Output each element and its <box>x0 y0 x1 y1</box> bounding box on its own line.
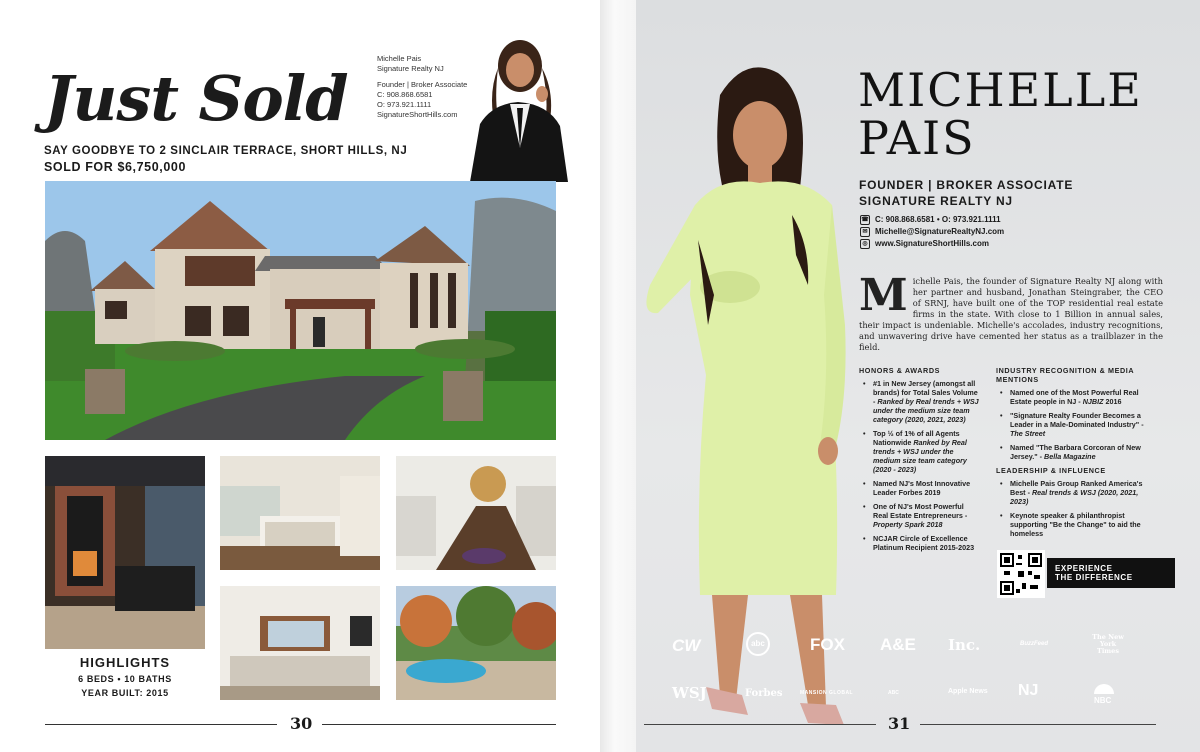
honors-column <box>859 366 979 557</box>
list-item: • Keynote speaker & philanthropist supporting "Be the Change" to aid the homeless <box>996 511 1154 538</box>
list-item: • NCJAR Circle of Excellence Platinum Recipient 2015-2023 <box>859 534 979 552</box>
forbes-logo: Forbes <box>745 688 783 699</box>
contact-lines <box>860 214 1004 250</box>
name-line-1: MICHELLE <box>858 63 1143 117</box>
nbc-text: NBC <box>1094 696 1112 705</box>
page-rule-right-2 <box>920 724 1156 725</box>
nyt-logo: The New York Times <box>1092 633 1124 655</box>
list-item: • Named NJ's Most Innovative Leader Forbes 2019 <box>859 479 979 497</box>
agent-contact-card <box>377 54 467 120</box>
honors-heading: HONORS & AWARDS <box>859 366 941 375</box>
agent-name-heading <box>858 63 1143 165</box>
page-rule-right <box>322 724 556 725</box>
phone-icon: ☎ <box>861 217 869 223</box>
cta-line-1: EXPERIENCE <box>1055 564 1113 573</box>
sold-price: SOLD FOR $6,750,000 <box>44 160 187 174</box>
highlights-title: HIGHLIGHTS <box>79 655 171 670</box>
qr-code[interactable] <box>997 550 1045 598</box>
cta-line-2: THE DIFFERENCE <box>1055 573 1133 582</box>
wsj-logo: WSJ <box>672 684 707 702</box>
agent-website: SignatureShortHills.com <box>377 110 458 119</box>
email-address: Michelle@SignatureRealtyNJ.com <box>875 227 1005 236</box>
fox-logo: FOX <box>810 635 845 654</box>
interior-photo-living <box>45 456 205 649</box>
property-address: SAY GOODBYE TO 2 SINCLAIR TERRACE, SHORT HILLS, NJ <box>44 145 408 157</box>
page-number-left: 30 <box>290 714 313 733</box>
industry-heading: INDUSTRY RECOGNITION & MEDIA MENTIONS <box>996 366 1134 384</box>
experience-banner[interactable] <box>1047 558 1175 588</box>
mansion-global-logo: MANSION GLOBAL <box>800 690 854 696</box>
inc-logo: Inc. <box>948 636 981 654</box>
interior-photo-family-room <box>220 586 380 700</box>
small-abc-logo: ABC <box>888 690 899 696</box>
apple-news-logo: Apple News <box>948 688 988 695</box>
peacock-icon <box>1094 684 1114 694</box>
nbc-logo <box>1094 684 1114 705</box>
agent-company: Signature Realty NJ <box>377 64 444 73</box>
list-item: • "Signature Realty Founder Becomes a Leader in a Male-Dominated Industry" - The Street <box>996 411 1154 438</box>
agent-role: Founder | Broker Associate <box>377 80 468 89</box>
beds-baths: 6 BEDS • 10 BATHS <box>78 674 172 684</box>
list-item: • #1 in New Jersey (amongst all brands) for Total Sales Volume - Ranked by Real trends + WSJ under the medium size team category (2020, 2021, 2023) <box>859 379 979 424</box>
name-line-2: PAIS <box>858 111 976 165</box>
role-line-1: FOUNDER | BROKER ASSOCIATE <box>859 178 1074 192</box>
bio-text: ichelle Pais, the founder of Signature Realty NJ along with her partner and husband, Jonathan Steingraber, the CEO of SRNJ, have built one of the TOP residential real estate firms in the state. With close to 1 Billion in annual sales, their impact is undeniable. Michelle's accolades, industry recognitions, and unwavering drive have cemented her status as a trailblazer in the field. <box>859 276 1163 352</box>
interior-photo-kitchen <box>220 456 380 570</box>
email-icon: ✉ <box>860 227 870 237</box>
agent-cell: C: 908.868.6581 <box>377 90 433 99</box>
list-item: • Top ½ of 1% of all Agents Nationwide Ranked by Real trends + WSJ under the medium size team category (2020 - 2023) <box>859 429 979 474</box>
phone-numbers: C: 908.868.6581 • O: 973.921.1111 <box>875 215 1001 224</box>
page-rule-left <box>45 724 277 725</box>
list-item: • Named one of the Most Powerful Real Estate people in NJ - NJBIZ 2016 <box>996 388 1154 406</box>
list-item: • Michelle Pais Group Ranked America's Best - Real trends & WSJ (2020, 2021, 2023) <box>996 479 1154 506</box>
backyard-pool-photo <box>396 586 556 700</box>
buzzfeed-logo: BuzzFeed <box>1020 641 1049 647</box>
interior-photo-hallway <box>396 456 556 570</box>
page-rule-left-2 <box>644 724 876 725</box>
list-item: • Named "The Barbara Corcoran of New Jersey." - Bella Magazine <box>996 443 1154 461</box>
cw-logo: CW <box>672 636 701 655</box>
ae-logo: A&E <box>880 635 916 654</box>
role-line-2: SIGNATURE REALTY NJ <box>859 194 1013 208</box>
agent-name: Michelle Pais <box>377 54 422 63</box>
just-sold-title: Just Sold <box>44 62 348 135</box>
agent-office: O: 973.921.1111 <box>377 100 432 109</box>
highlights-box <box>45 655 205 698</box>
page-number-right: 31 <box>888 714 911 733</box>
leadership-heading: LEADERSHIP & INFLUENCE <box>996 466 1106 475</box>
globe-icon: ◎ <box>860 239 870 249</box>
website-url: www.SignatureShortHills.com <box>875 239 989 248</box>
agent-portrait-small <box>462 28 570 182</box>
abc-logo: abc <box>746 632 770 656</box>
bio-dropcap: M <box>859 270 908 321</box>
agent-title <box>859 177 1073 209</box>
spine-gutter <box>600 0 636 752</box>
year-built: YEAR BUILT: 2015 <box>81 688 169 698</box>
recognition-column <box>996 366 1154 543</box>
list-item: • One of NJ's Most Powerful Real Estate Entrepreneurs - Property Spark 2018 <box>859 502 979 529</box>
bio-paragraph <box>859 270 1163 353</box>
nj-logo: NJ <box>1018 682 1039 699</box>
hero-house-photo <box>45 181 556 440</box>
